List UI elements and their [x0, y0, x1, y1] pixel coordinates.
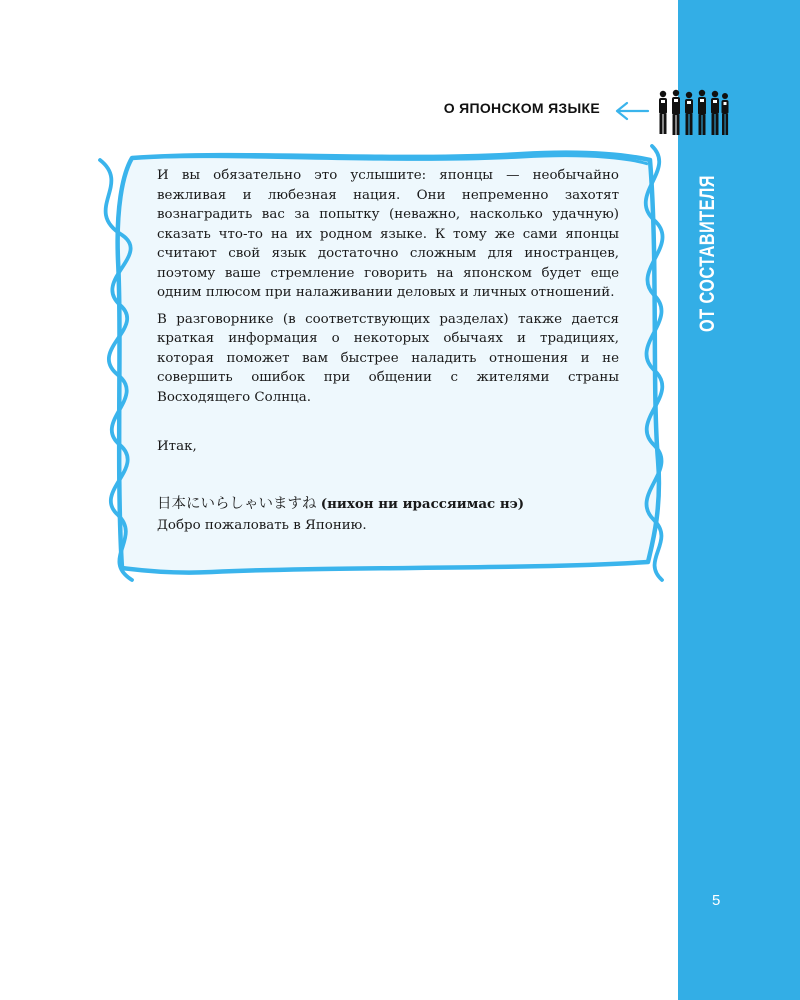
welcome-phrase-japanese: 日本にいらしゃいますね	[157, 495, 317, 512]
note-body	[157, 166, 619, 536]
people-group-icon	[654, 88, 730, 140]
intro-text: Итак,	[157, 439, 197, 454]
welcome-phrase-translation: Добро пожаловать в Японию.	[157, 518, 367, 533]
arrow-left-icon	[614, 100, 650, 122]
sidebar-band	[678, 0, 800, 1000]
page-number: 5	[712, 892, 721, 909]
sidebar-title: ОТ СОСТАВИТЕЛЯ	[696, 175, 719, 332]
welcome-phrase	[157, 495, 619, 515]
paragraph-phrasebook: В разговорнике (в соответствующих разделах) также дается краткая информация о некоторых обычаях и традициях, которая поможет вам быстрее наладить отношения и не совершить ошибок при общении с жителями страны Восходящего Солнца.	[157, 311, 619, 405]
paragraph-politeness: И вы обязательно это услышите: японцы — необычайно вежливая и любезная нация. Они непременно захотят вознаградить вас за попытку (неважно, насколько удачную) сказать что-то на их родном языке. К тому же сами японцы считают свой язык достаточно сложным для иностранцев, поэтому ваше стремление говорить на японском будет еще одним плюсом при налаживании деловых и личных отношений.	[157, 168, 619, 300]
welcome-phrase-transcription: (нихон ни ирассяимас нэ)	[320, 495, 525, 512]
section-title: О ЯПОНСКОМ ЯЗЫКЕ	[443, 100, 600, 116]
